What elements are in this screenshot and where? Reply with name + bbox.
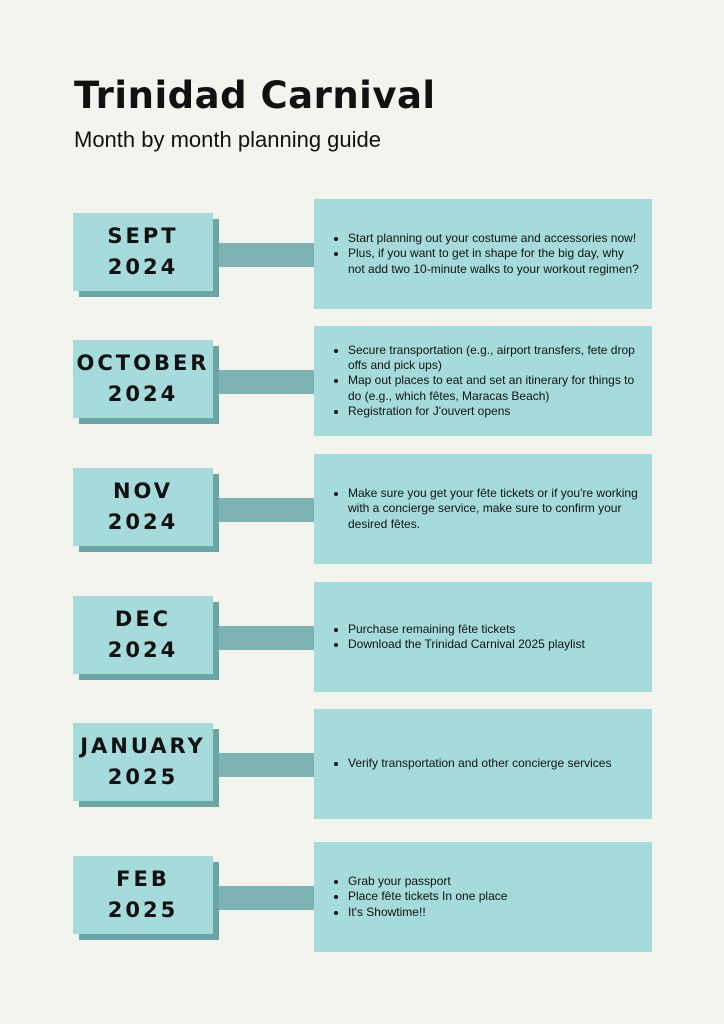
task-panel: [314, 709, 652, 819]
timeline-connector: [219, 498, 315, 522]
task-panel: [314, 326, 652, 436]
month-box: [73, 723, 213, 801]
task-panel: [314, 454, 652, 564]
month-label: SEPT: [107, 224, 179, 248]
timeline-row-feb-2025: [0, 856, 724, 968]
year-label: 2024: [107, 638, 179, 662]
month-label: NOV: [112, 479, 174, 503]
month-label: FEB: [116, 867, 170, 891]
task-panel: [314, 582, 652, 692]
month-label: JANUARY: [80, 734, 206, 758]
year-label: 2025: [107, 898, 179, 922]
task-item: • Map out places to eat and set an itinerary for things to do (e.g., which fêtes, Maracas Beach): [348, 373, 640, 404]
timeline-row-dec-2024: [0, 596, 724, 708]
timeline-connector: [219, 886, 315, 910]
task-item: • Purchase remaining fête tickets: [348, 622, 585, 637]
month-box: [73, 468, 213, 546]
task-item: • Verify transportation and other concierge services: [348, 756, 611, 771]
task-item: • Registration for J'ouvert opens: [348, 404, 640, 419]
month-box: [73, 596, 213, 674]
task-item: • Secure transportation (e.g., airport transfers, fete drop offs and pick ups): [348, 343, 640, 374]
task-list: [314, 486, 652, 532]
timeline-row-nov-2024: [0, 468, 724, 580]
year-label: 2024: [107, 255, 179, 279]
task-panel: [314, 842, 652, 952]
month-box: [73, 856, 213, 934]
task-item: • Plus, if you want to get in shape for the big day, why not add two 10-minute walks to your workout regimen?: [348, 246, 640, 277]
task-item: • Download the Trinidad Carnival 2025 playlist: [348, 637, 585, 652]
task-list: [314, 874, 519, 920]
year-label: 2024: [107, 382, 179, 406]
task-item: • Make sure you get your fête tickets or if you're working with a concierge service, make sure to confirm your desired fêtes.: [348, 486, 640, 532]
timeline-row-january-2025: [0, 723, 724, 835]
task-item: • Place fête tickets In one place: [348, 889, 507, 904]
page-subtitle: Month by month planning guide: [74, 127, 381, 152]
timeline-connector: [219, 370, 315, 394]
task-item: • Start planning out your costume and accessories now!: [348, 231, 640, 246]
month-box: [73, 340, 213, 418]
month-label: DEC: [114, 607, 172, 631]
page-title: Trinidad Carnival: [74, 74, 436, 117]
timeline-row-sept-2024: [0, 213, 724, 325]
month-label: OCTOBER: [76, 351, 210, 375]
timeline-connector: [219, 626, 315, 650]
year-label: 2024: [107, 510, 179, 534]
task-item: • It's Showtime!!: [348, 905, 507, 920]
timeline-row-october-2024: [0, 340, 724, 452]
task-list: [314, 343, 652, 419]
task-list: [314, 231, 652, 277]
timeline-connector: [219, 243, 315, 267]
month-box: [73, 213, 213, 291]
task-list: [314, 622, 597, 653]
task-list: [314, 756, 623, 771]
task-panel: [314, 199, 652, 309]
timeline-connector: [219, 753, 315, 777]
year-label: 2025: [107, 765, 179, 789]
task-item: • Grab your passport: [348, 874, 507, 889]
